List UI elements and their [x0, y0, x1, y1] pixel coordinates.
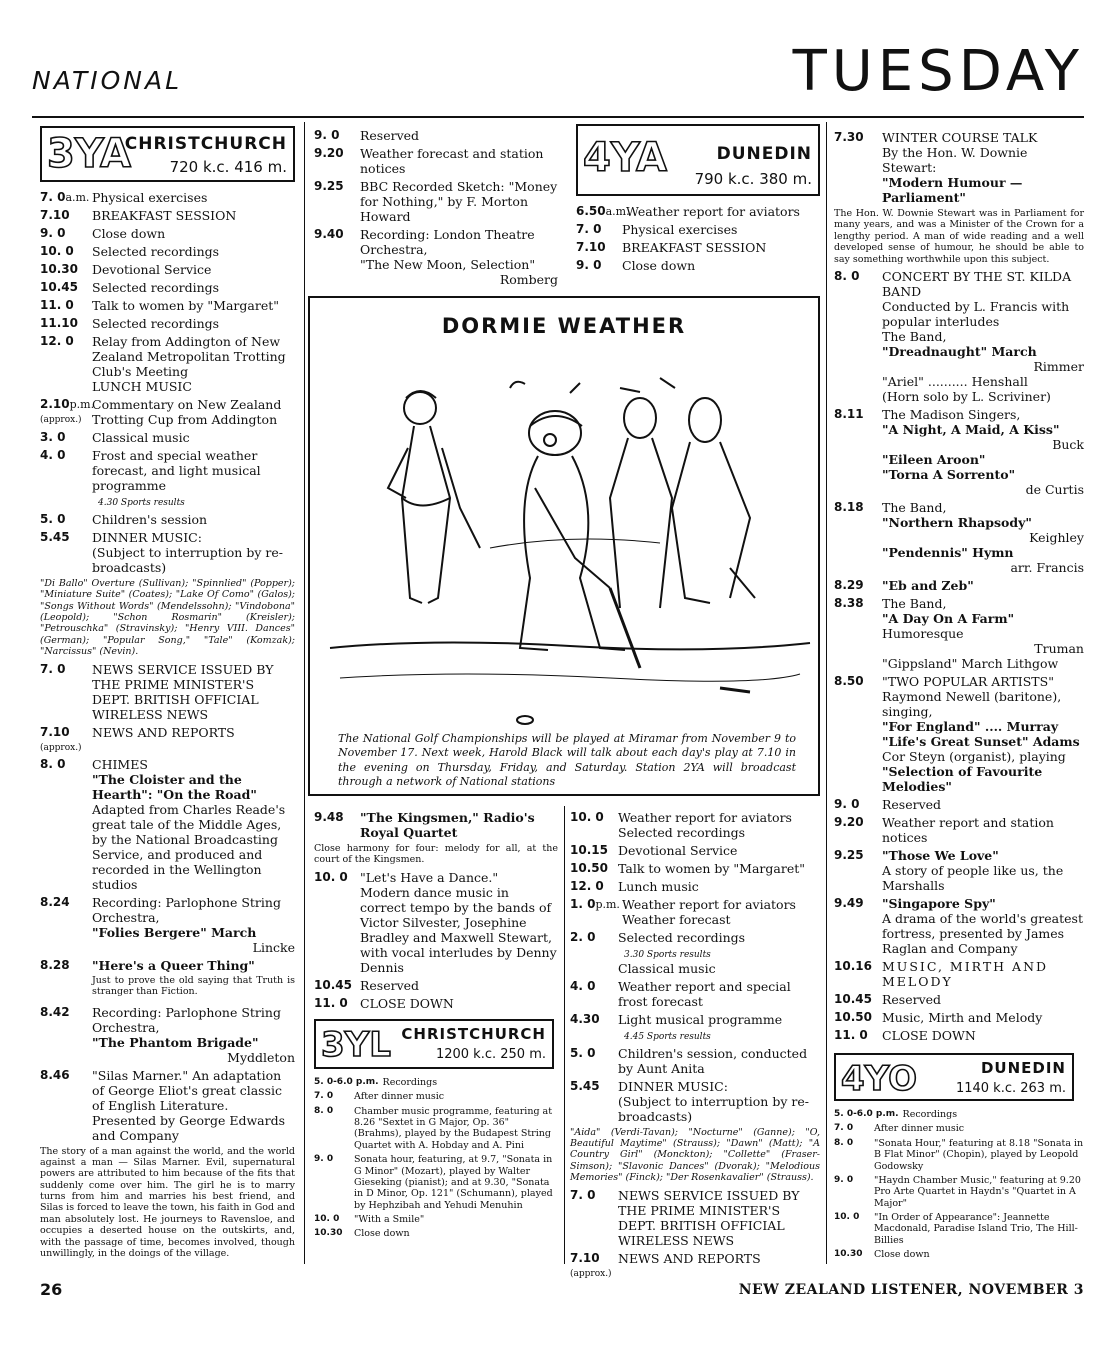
- programme-entry: 10.30 Close down: [834, 1249, 930, 1261]
- programme-entry: 10.30 Devotional Service: [40, 262, 212, 277]
- programme-entry: 11. 0 Talk to women by "Margaret": [40, 298, 279, 313]
- programme-entry: 9. 0 "Haydn Chamber Music," featuring at 9.20 Pro Arte Quartet in Haydn's "Quartet in A Major": [834, 1174, 1081, 1209]
- programme-entry: 9. 0 Close down: [576, 258, 696, 273]
- station-3yl-header: [314, 1019, 554, 1069]
- programme-entry: 10. 0 "In Order of Appearance": Jeannette Macdonald, Paradise Island Trio, The Hill-Billies: [834, 1212, 1078, 1246]
- programme-entry: 8.11 The Madison Singers, "A Night, A Maid, A Kiss" Buck "Eileen Aroon" "Torna A Sorrento" de Curtis: [834, 406, 1084, 497]
- cartoon-panel: [308, 296, 820, 796]
- programme-entry: 8.18 The Band, "Northern Rhapsody" Keighley "Pendennis" Hymn arr. Francis: [834, 499, 1084, 575]
- programme-entry: 2.10p.m. (approx.) Commentary on New Zealand Trotting Cup from Addington: [40, 397, 282, 427]
- programme-entry: 4.30 Light musical programme 4.45 Sports results: [570, 1011, 783, 1042]
- programme-entry: 7. 0 After dinner music: [834, 1123, 965, 1135]
- programme-entry: 11. 0 CLOSE DOWN: [314, 995, 454, 1011]
- programme-entry: 5. 0 Children's session: [40, 511, 208, 527]
- header-rule: [32, 116, 1084, 118]
- column-rule: [304, 122, 305, 1264]
- station-city: DUNEDIN: [716, 144, 812, 164]
- column-4: [834, 130, 1084, 1264]
- programme-entry: 7. 0 NEWS SERVICE ISSUED BY THE PRIME MINISTER'S DEPT. BRITISH OFFICIAL WIRELESS NEWS: [570, 1187, 800, 1248]
- programme-entry: 10.50 Talk to women by "Margaret": [570, 861, 805, 876]
- programme-entry: 7.10 (approx.) NEWS AND REPORTS: [40, 724, 235, 753]
- programme-entry: 10.16 MUSIC, MIRTH AND MELODY: [834, 958, 1049, 989]
- programme-entry: 9.40 Recording: London Theatre Orchestra, "The New Moon, Selection" Romberg: [314, 227, 558, 287]
- programme-entry: 12. 0 Relay from Addington of New Zealand Metropolitan Trotting Club's Meeting LUNCH MUSIC: [40, 334, 286, 394]
- dinner-music-list: "Aida" (Verdi-Tavan); "Nocturne" (Ganne); "O, Beautiful Maytime" (Strauss); "Dawn" (Matt); "A Country Girl" (Monckton); "Collette" (Fraser-Simson); "Slavonic Dances" (Dvorak); "Melodious Memories" (Finck); "Der Rosenkavalier" (Strauss).: [570, 1126, 820, 1184]
- column-rule: [564, 806, 565, 1264]
- programme-entry: 9. 0 Reserved: [314, 128, 420, 143]
- station-logo: 3YL: [321, 1024, 391, 1065]
- programme-entry: 9.20 Weather report and station notices: [834, 814, 1054, 845]
- station-frequency: 720 k.c. 416 m.: [169, 158, 287, 176]
- programme-entry: 4. 0 Weather report and special frost forecast: [570, 978, 791, 1009]
- programme-entry: 5. 0 Children's session, conducted by Aunt Anita: [570, 1045, 808, 1076]
- station-city: DUNEDIN: [980, 1058, 1066, 1077]
- programme-entry: 10.45 Reserved: [314, 977, 420, 993]
- station-frequency: 1200 k.c. 250 m.: [435, 1046, 546, 1062]
- programme-entry: 9.49 "Singapore Spy" A drama of the world's greatest fortress, presented by James Raglan and Company: [834, 895, 1083, 956]
- programme-entry: 7.10 (approx.) NEWS AND REPORTS: [570, 1250, 761, 1279]
- programme-entry: 10.45 Reserved: [834, 991, 942, 1007]
- programme-entry: 10.30 Close down: [314, 1228, 410, 1240]
- column-2-bottom: [314, 810, 558, 1243]
- programme-entry: 9.25 BBC Recorded Sketch: "Money for Nothing," by F. Morton Howard: [314, 179, 558, 224]
- programme-entry: 4. 0 Frost and special weather forecast, and light musical programme 4.30 Sports results: [40, 448, 261, 508]
- programme-entry: 10.50 Music, Mirth and Melody: [834, 1009, 1043, 1025]
- station-logo: 4YO: [841, 1058, 917, 1099]
- programme-entry: 7. 0 After dinner music: [314, 1091, 445, 1103]
- column-3-bottom: [570, 810, 820, 1283]
- station-city: CHRISTCHURCH: [124, 134, 287, 154]
- programme-entry: 11. 0 CLOSE DOWN: [834, 1027, 976, 1043]
- programme-entry: 9.48 "The Kingsmen," Radio's Royal Quartet: [314, 810, 535, 840]
- programme-entry: 7.10 BREAKFAST SESSION: [576, 240, 767, 255]
- programme-entry: 7. 0 Physical exercises: [576, 222, 738, 237]
- programme-note: Close harmony for four: melody for all, at the court of the Kingsmen.: [314, 843, 558, 866]
- publication-footer: NEW ZEALAND LISTENER, NOVEMBER 3: [738, 1282, 1084, 1298]
- programme-entry: 8.28 "Here's a Queer Thing" Just to prove the old saying that Truth is stranger than Fiction.: [40, 957, 295, 998]
- programme-entry: 10. 0 "With a Smile": [314, 1214, 425, 1226]
- programme-entry: 10.15 Devotional Service: [570, 843, 738, 858]
- programme-note: The story of a man against the world, and the world against a man — Silas Marner. Evil, supernatural powers are attributed to him because of the fits that suddenly come over him. The girl he is to marry turns from him and marries his best friend, and Silas is forced to leave the town, his faith in God and man absolutely lost. He journeys to Ravensloe, and occupies a deserted house on the outskirts, and, with the passage of time, becomes involved, though unwillingly, in the doings of the village.: [40, 1145, 295, 1260]
- cartoon-caption: The National Golf Championships will be played at Miramar from November 9 to November 17. Next week, Harold Black will talk about each day's play at 7.10 in the evening on Thursday, Friday, and Saturday. Station 2YA will broadcast through a network of National stations: [338, 732, 796, 788]
- programme-entry: 3. 0 Classical music: [40, 430, 190, 445]
- station-city: CHRISTCHURCH: [401, 1024, 546, 1043]
- programme-entry: 9. 0 Sonata hour, featuring, at 9.7, "Sonata in G Minor" (Mozart), played by Walter Gieseking (pianist); and at 9.30, "Sonata in D Minor, Op. 121" (Schumann), played by Hephzibah and Yehudi Menuhin: [314, 1154, 553, 1211]
- region-heading: NATIONAL: [32, 66, 183, 95]
- dinner-music-list: "Di Ballo" Overture (Sullivan); "Spinnlied" (Popper); "Miniature Suite" (Coates); "Lake Of Como" (Galos); "Songs Without Words" (Mendelssohn); "Vindobona" (Leopold); "Schon Rosmarin" (Kreisler); "Petrouschka" (Stravinsky); "Henry VIII. Dances" (German); "Popular Song," "Tale" (Komzak); "Narcissus" (Nevin).: [40, 577, 295, 658]
- station-logo: 4YA: [583, 135, 667, 181]
- column-rule: [826, 122, 827, 1264]
- programme-entry: 10. 0 "Let's Have a Dance." Modern dance music in correct tempo by the bands of Victor Silvester, Josephine Bradley and Maxwell Stewart, with vocal interludes by Denny Dennis: [314, 869, 557, 975]
- programme-entry: 10.45 Selected recordings: [40, 280, 220, 295]
- programme-entry: 8.38 The Band, "A Day On A Farm" Humoresque Truman "Gippsland" March Lithgow: [834, 595, 1084, 671]
- programme-entry: 5. 0-6.0 p.m. Recordings: [834, 1108, 958, 1120]
- cartoon-title: DORMIE WEATHER: [441, 314, 687, 338]
- programme-entry: 11.10 Selected recordings: [40, 316, 220, 331]
- golfers-illustration: [310, 348, 818, 728]
- station-4ya-column: [576, 124, 820, 276]
- programme-entry: 8.42 Recording: Parlophone String Orchestra, "The Phantom Brigade" Myddleton: [40, 1004, 295, 1065]
- programme-entry: 8. 0 "Sonata Hour," featuring at 8.18 "Sonata in B Flat Minor" (Chopin), played by Leopold Godowsky: [834, 1137, 1084, 1172]
- programme-entry: 1. 0p.m. Weather report for aviators Weather forecast: [570, 897, 796, 927]
- station-frequency: 790 k.c. 380 m.: [694, 170, 812, 188]
- programme-entry: 5.45 DINNER MUSIC: (Subject to interruption by re-broadcasts): [40, 529, 283, 575]
- programme-entry: 9. 0 Close down: [40, 226, 166, 241]
- programme-entry: 2. 0 Selected recordings 3.30 Sports results Classical music: [570, 930, 746, 976]
- station-3ya-column: [40, 126, 295, 1263]
- programme-entry: 9.20 Weather forecast and station notices: [314, 146, 544, 176]
- programme-entry: 8.24 Recording: Parlophone String Orchestra, "Folies Bergere" March Lincke: [40, 894, 295, 955]
- programme-entry: 7.30 WINTER COURSE TALK By the Hon. W. Downie Stewart: "Modern Humour — Parliament": [834, 130, 1038, 205]
- programme-entry: 8. 0 CHIMES "The Cloister and the Hearth": "On the Road" Adapted from Charles Reade's great tale of the Middle Ages, by the National Broadcasting Service, and produced and recorded in the Wellington studios: [40, 756, 286, 892]
- station-logo: 3YA: [47, 131, 131, 177]
- programme-entry: 8. 0 Chamber music programme, featuring at 8.26 "Sextet in G Major, Op. 36" (Brahms), played by the Budapest String Quartet with A. Hobday and A. Pini: [314, 1105, 553, 1151]
- station-4yo-header: [834, 1053, 1074, 1101]
- day-heading: TUESDAY: [792, 39, 1084, 104]
- programme-entry: 8.50 "TWO POPULAR ARTISTS" Raymond Newell (baritone), singing, "For England" .... Murray "Life's Great Sunset" Adams Cor Steyn (organist), playing "Selection of Favourite Melodies": [834, 673, 1080, 794]
- programme-entry: 12. 0 Lunch music: [570, 879, 699, 894]
- programme-entry: 10. 0 Selected recordings: [40, 244, 220, 259]
- programme-entry: 8.46 "Silas Marner." An adaptation of George Eliot's great classic of English Literature. Presented by George Edwards and Company: [40, 1067, 286, 1143]
- programme-entry: 8. 0 CONCERT BY THE ST. KILDA BAND Conducted by L. Francis with popular interludes The Band, "Dreadnaught" March Rimmer "Ariel" .......... Henshall (Horn solo by L. Scriviner): [834, 268, 1084, 404]
- programme-entry: 6.50a.m. Weather report for aviators: [576, 204, 800, 219]
- programme-entry: 7.10 BREAKFAST SESSION: [40, 208, 237, 223]
- station-3ya-header: [40, 126, 295, 182]
- programme-entry: 9.25 "Those We Love" A story of people like us, the Marshalls: [834, 847, 1064, 893]
- programme-entry: 7. 0a.m. Physical exercises: [40, 190, 208, 205]
- programme-note: The Hon. W. Downie Stewart was in Parliament for many years, and was a Minister of the Crown for a lengthy period. A man of wide reading and a well developed sense of humour, he should be able to say something worthwhile upon this subject.: [834, 208, 1084, 265]
- programme-entry: 5. 0-6.0 p.m. Recordings: [314, 1076, 438, 1088]
- station-frequency: 1140 k.c. 263 m.: [955, 1080, 1066, 1096]
- page-number: 26: [40, 1280, 63, 1299]
- station-4ya-header: [576, 124, 820, 196]
- column-2-top: [314, 128, 558, 290]
- programme-entry: 8.29 "Eb and Zeb": [834, 577, 974, 593]
- programme-entry: 7. 0 NEWS SERVICE ISSUED BY THE PRIME MINISTER'S DEPT. BRITISH OFFICIAL WIRELESS NEWS: [40, 661, 274, 722]
- programme-entry: 9. 0 Reserved: [834, 796, 942, 812]
- programme-entry: 10. 0 Weather report for aviators Selected recordings: [570, 810, 792, 840]
- programme-entry: 5.45 DINNER MUSIC: (Subject to interruption by re-broadcasts): [570, 1078, 809, 1124]
